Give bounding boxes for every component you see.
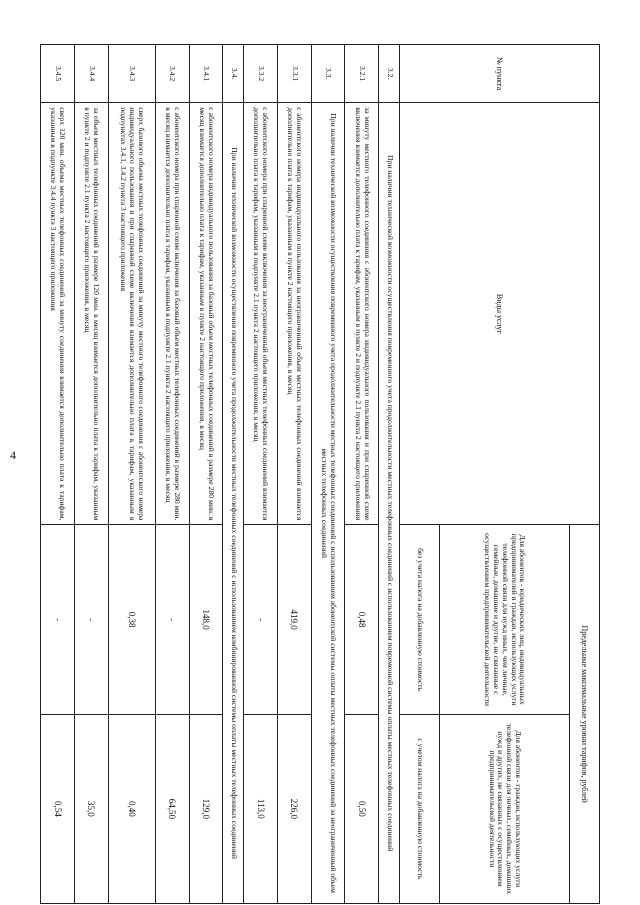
- price-vat-included: 64,50: [155, 714, 189, 903]
- row-number: 3.4.: [223, 45, 244, 103]
- price-vat-excluded: -: [41, 525, 75, 714]
- row-number: 3.2.1: [345, 45, 379, 103]
- header-group-citizens: Для абонентов - граждан, использующих услуги телефонной связи для личных, семейных, домашних нужд и других, не связанных с осуществлением предпринимательской деятельности: [440, 714, 570, 903]
- price-vat-included: 0,50: [345, 714, 379, 903]
- table-row-section: [379, 45, 400, 904]
- page-number: 4: [10, 448, 16, 462]
- row-number: 3.3.: [311, 45, 345, 103]
- table-row: [244, 45, 278, 904]
- table-row: [74, 45, 108, 904]
- section-title: При наличии технической возможности осуществления повременного учета продолжительности местных телефонных соединений с использованием повременной системы оплаты местных телефонных соединений: [379, 103, 400, 904]
- service-description: сверх 120 мин. объема местных телефонных соединений за минуту соединения взимается дополнительно плата к тарифам, указанным в подпункте 3.4.4 пункта 3 настоящего приложения: [41, 103, 75, 525]
- table-row: [108, 45, 155, 904]
- table-row: [155, 45, 189, 904]
- service-description: с абонентского номера при спаренной схеме включения за базовый объем местных телефонных соединений в размере 280 мин. в месяц взимается дополнительно плата к тарифам, указанным в подпункте 2.1 пункта 2 настоящего приложения, в месяц: [155, 103, 189, 525]
- price-vat-excluded: 419,0: [277, 525, 311, 714]
- price-vat-excluded: 148,0: [189, 525, 223, 714]
- price-vat-included: 0,40: [108, 714, 155, 903]
- row-number: 3.4.1: [189, 45, 223, 103]
- table-row: [345, 45, 379, 904]
- price-vat-excluded: -: [155, 525, 189, 714]
- service-description: с абонентского номера при спаренной схеме включения за неограниченный объем местных телефонных соединений взимается дополнительно плата к тарифам, указанным в подпункте 2.1 пункта 2 настоящего приложения, в месяц: [244, 103, 278, 525]
- service-description: с абонентского номера индивидуального пользования за неограниченный объем местных телефонных соединений взимается дополнительно плата к тарифам, указанным в пункте 2 настоящего приложения, в месяц: [277, 103, 311, 525]
- price-vat-included: 35,0: [74, 714, 108, 903]
- header-vat-excluded: без учета налога на добавленную стоимость: [400, 525, 440, 714]
- table-row-section: [223, 45, 244, 904]
- header-levels: Предельные максимальные уровни тарифов, рублей: [570, 525, 600, 904]
- price-vat-included: 113,0: [244, 714, 278, 903]
- section-title: При наличии технической возможности осуществления повременного учета продолжительности местных телефонных соединений с использованием комбинированной системы оплаты местных телефонных соединений: [223, 103, 244, 904]
- header-vat-included: с учетом налога на добавленную стоимость: [400, 714, 440, 903]
- price-vat-excluded: -: [244, 525, 278, 714]
- table-row: [277, 45, 311, 904]
- price-vat-excluded: -: [74, 525, 108, 714]
- price-vat-excluded: 0,48: [345, 525, 379, 714]
- service-description: сверх базового объема местных телефонных соединений за минуту местного телефонного соединения с абонентского номера индивидуального пользования и при спаренной схеме включения взимается дополнительно плата к тарифам, указанным в подпунктах 3.4.1, 3.4.2 пункта 3 настоящего приложения: [108, 103, 155, 525]
- row-number: 3.4.5: [41, 45, 75, 103]
- row-number: 3.3.1: [277, 45, 311, 103]
- price-vat-included: 226,0: [277, 714, 311, 903]
- price-vat-included: 129,0: [189, 714, 223, 903]
- tariff-table: [40, 44, 600, 904]
- service-description: с абонентского номера индивидуального пользования за базовый объем местных телефонных соединений в размере 280 мин. в месяц взимается дополнительно плата к тарифам, указанным в пункте 2 настоящего приложения, в месяц: [189, 103, 223, 525]
- header-service: Виды услуг: [400, 103, 600, 525]
- table-row: [41, 45, 75, 904]
- rotated-page: [40, 44, 600, 904]
- row-number: 3.4.4: [74, 45, 108, 103]
- header-group-legal: Для абонентов - юридических лиц, индивидуальных предпринимателей и граждан, использующих услуги телефонной связи для нужд иных, чем личные, семейные, домашние и другие, не связанные с осуществлением предпринимательской деятельности: [440, 525, 570, 714]
- section-title: При наличии технической возможности осуществления повременного учета продолжительности местных телефонных соединений с использованием абонентской системы оплаты местных телефонных соединений за неограниченный объем местных телефонных соединений: [311, 103, 345, 904]
- service-description: за объем местных телефонных соединений в размере 120 мин. в месяц взимается дополнительно плата к тарифам, указанным в пункте 2 и подпункте 2.1 пункта 2 настоящего приложения, в месяц: [74, 103, 108, 525]
- row-number: 3.4.2: [155, 45, 189, 103]
- service-description: за минуту местного телефонного соединения с абонентского номера индивидуального пользования и при спаренной схеме включения взимается дополнительно плата к тарифам, указанным в пункте 2 и подпункте 2.1 пункта 2 настоящего приложения: [345, 103, 379, 525]
- row-number: 3.2.: [379, 45, 400, 103]
- header-num: № пункта: [400, 45, 600, 103]
- row-number: 3.4.3: [108, 45, 155, 103]
- row-number: 3.3.2: [244, 45, 278, 103]
- price-vat-included: 0,54: [41, 714, 75, 903]
- price-vat-excluded: 0,38: [108, 525, 155, 714]
- table-row-section: [311, 45, 345, 904]
- table-row: [189, 45, 223, 904]
